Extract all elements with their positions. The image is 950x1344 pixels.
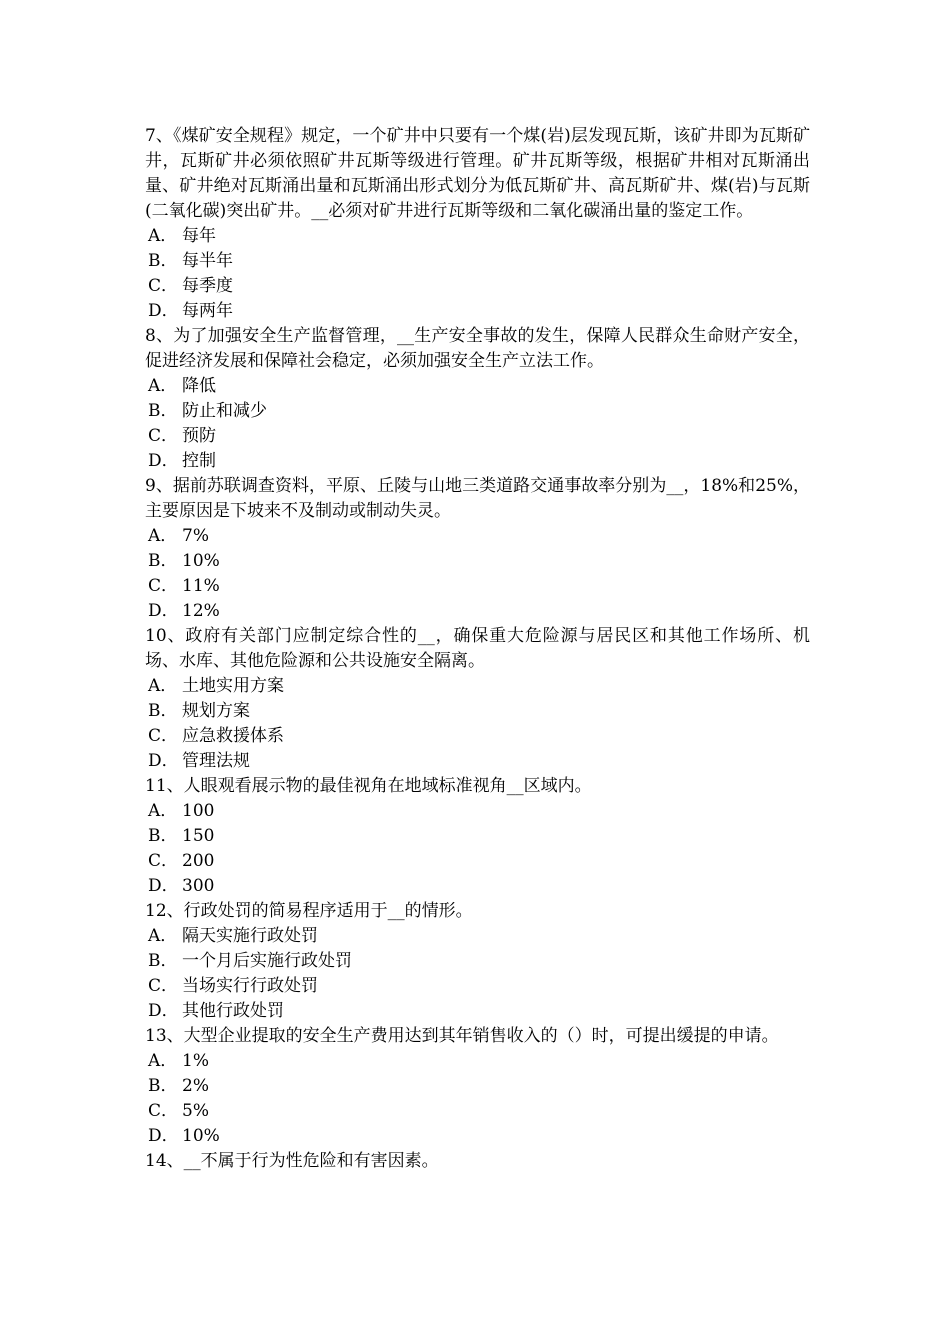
option-item xyxy=(145,1049,810,1074)
option-text: 12% xyxy=(182,601,220,621)
option-text: 应急救援体系 xyxy=(182,726,284,746)
option-item xyxy=(145,224,810,249)
question-text: 14、__不属于行为性危险和有害因素。 xyxy=(145,1151,439,1171)
option-item xyxy=(145,449,810,474)
question-text: 12、行政处罚的简易程序适用于__的情形。 xyxy=(145,901,473,921)
option-label: A． xyxy=(148,926,178,946)
option-text: 隔天实施行政处罚 xyxy=(182,926,318,946)
option-text: 300 xyxy=(182,876,215,896)
option-text: 100 xyxy=(182,801,215,821)
option-item xyxy=(145,849,810,874)
option-label: C． xyxy=(148,576,179,596)
option-label: C． xyxy=(148,426,179,446)
option-list xyxy=(145,674,810,774)
option-item xyxy=(145,949,810,974)
option-item xyxy=(145,424,810,449)
option-text: 防止和减少 xyxy=(182,401,267,421)
option-item xyxy=(145,374,810,399)
question-text: 10、政府有关部门应制定综合性的__，确保重大危险源与居民区和其他工作场所、机场、水库、其他危险源和公共设施安全隔离。 xyxy=(145,626,810,671)
option-text: 200 xyxy=(182,851,215,871)
option-label: C． xyxy=(148,1101,179,1121)
option-label: D． xyxy=(148,601,179,621)
option-label: D． xyxy=(148,1126,179,1146)
option-label: D． xyxy=(148,876,179,896)
option-item xyxy=(145,924,810,949)
option-text: 每半年 xyxy=(182,251,233,271)
option-label: A． xyxy=(148,376,178,396)
question-8 xyxy=(145,324,810,474)
option-text: 预防 xyxy=(182,426,216,446)
option-item xyxy=(145,724,810,749)
option-list xyxy=(145,374,810,474)
option-text: 1% xyxy=(182,1051,209,1071)
option-label: A． xyxy=(148,676,178,696)
option-list xyxy=(145,524,810,624)
question-text: 7、《煤矿安全规程》规定，一个矿井中只要有一个煤(岩)层发现瓦斯，该矿井即为瓦斯矿井，瓦斯矿井必须依照矿井瓦斯等级进行管理。矿井瓦斯等级，根据矿井相对瓦斯涌出量、矿井绝对瓦斯涌出量和瓦斯涌出形式划分为低瓦斯矿井、高瓦斯矿井、煤(岩)与瓦斯(二氧化碳)突出矿井。__必须对矿井进行瓦斯等级和二氧化碳涌出量的鉴定工作。 xyxy=(145,126,810,221)
option-text: 2% xyxy=(182,1076,209,1096)
option-label: A． xyxy=(148,1051,178,1071)
option-text: 其他行政处罚 xyxy=(182,1001,284,1021)
option-label: B． xyxy=(148,551,178,571)
option-label: B． xyxy=(148,951,178,971)
option-item xyxy=(145,574,810,599)
question-list xyxy=(145,124,810,1174)
question-text: 13、大型企业提取的安全生产费用达到其年销售收入的（）时，可提出缓提的申请。 xyxy=(145,1026,779,1046)
option-item xyxy=(145,599,810,624)
question-text: 11、人眼观看展示物的最佳视角在地域标准视角__区域内。 xyxy=(145,776,592,796)
option-text: 土地实用方案 xyxy=(182,676,284,696)
option-item xyxy=(145,524,810,549)
option-text: 控制 xyxy=(182,451,216,471)
question-7 xyxy=(145,124,810,324)
option-label: A． xyxy=(148,801,178,821)
option-text: 规划方案 xyxy=(182,701,250,721)
option-label: B． xyxy=(148,401,178,421)
option-item xyxy=(145,674,810,699)
option-list xyxy=(145,224,810,324)
option-text: 降低 xyxy=(182,376,216,396)
option-label: C． xyxy=(148,976,179,996)
option-text: 11% xyxy=(182,576,220,596)
option-list xyxy=(145,1049,810,1149)
option-label: A． xyxy=(148,526,178,546)
option-label: D． xyxy=(148,451,179,471)
option-label: C． xyxy=(148,276,179,296)
option-text: 每两年 xyxy=(182,301,233,321)
option-item xyxy=(145,974,810,999)
option-item xyxy=(145,1124,810,1149)
option-item xyxy=(145,799,810,824)
question-14 xyxy=(145,1149,810,1174)
option-label: D． xyxy=(148,301,179,321)
option-item xyxy=(145,1099,810,1124)
option-item xyxy=(145,699,810,724)
question-text: 9、据前苏联调查资料，平原、丘陵与山地三类道路交通事故率分别为__，18%和25%，主要原因是下坡来不及制动或制动失灵。 xyxy=(145,476,810,521)
option-label: B． xyxy=(148,701,178,721)
option-label: A． xyxy=(148,226,178,246)
option-item xyxy=(145,274,810,299)
option-text: 7% xyxy=(182,526,209,546)
question-text: 8、为了加强安全生产监督管理，__生产安全事故的发生，保障人民群众生命财产安全，促进经济发展和保障社会稳定，必须加强安全生产立法工作。 xyxy=(145,326,810,371)
option-item xyxy=(145,249,810,274)
option-item xyxy=(145,999,810,1024)
option-item xyxy=(145,1074,810,1099)
option-text: 每季度 xyxy=(182,276,233,296)
option-item xyxy=(145,749,810,774)
question-12 xyxy=(145,899,810,1024)
option-item xyxy=(145,299,810,324)
option-label: B． xyxy=(148,826,178,846)
option-label: D． xyxy=(148,751,179,771)
question-10 xyxy=(145,624,810,774)
option-item xyxy=(145,399,810,424)
option-list xyxy=(145,924,810,1024)
option-text: 10% xyxy=(182,1126,220,1146)
option-text: 当场实行行政处罚 xyxy=(182,976,318,996)
option-text: 150 xyxy=(182,826,215,846)
option-text: 5% xyxy=(182,1101,209,1121)
option-label: D． xyxy=(148,1001,179,1021)
question-13 xyxy=(145,1024,810,1149)
option-item xyxy=(145,824,810,849)
option-label: C． xyxy=(148,851,179,871)
option-text: 一个月后实施行政处罚 xyxy=(182,951,352,971)
option-list xyxy=(145,799,810,899)
option-text: 10% xyxy=(182,551,220,571)
question-9 xyxy=(145,474,810,624)
question-11 xyxy=(145,774,810,899)
option-item xyxy=(145,549,810,574)
option-label: C． xyxy=(148,726,179,746)
option-label: B． xyxy=(148,251,178,271)
option-text: 管理法规 xyxy=(182,751,250,771)
option-label: B． xyxy=(148,1076,178,1096)
option-item xyxy=(145,874,810,899)
option-text: 每年 xyxy=(182,226,216,246)
